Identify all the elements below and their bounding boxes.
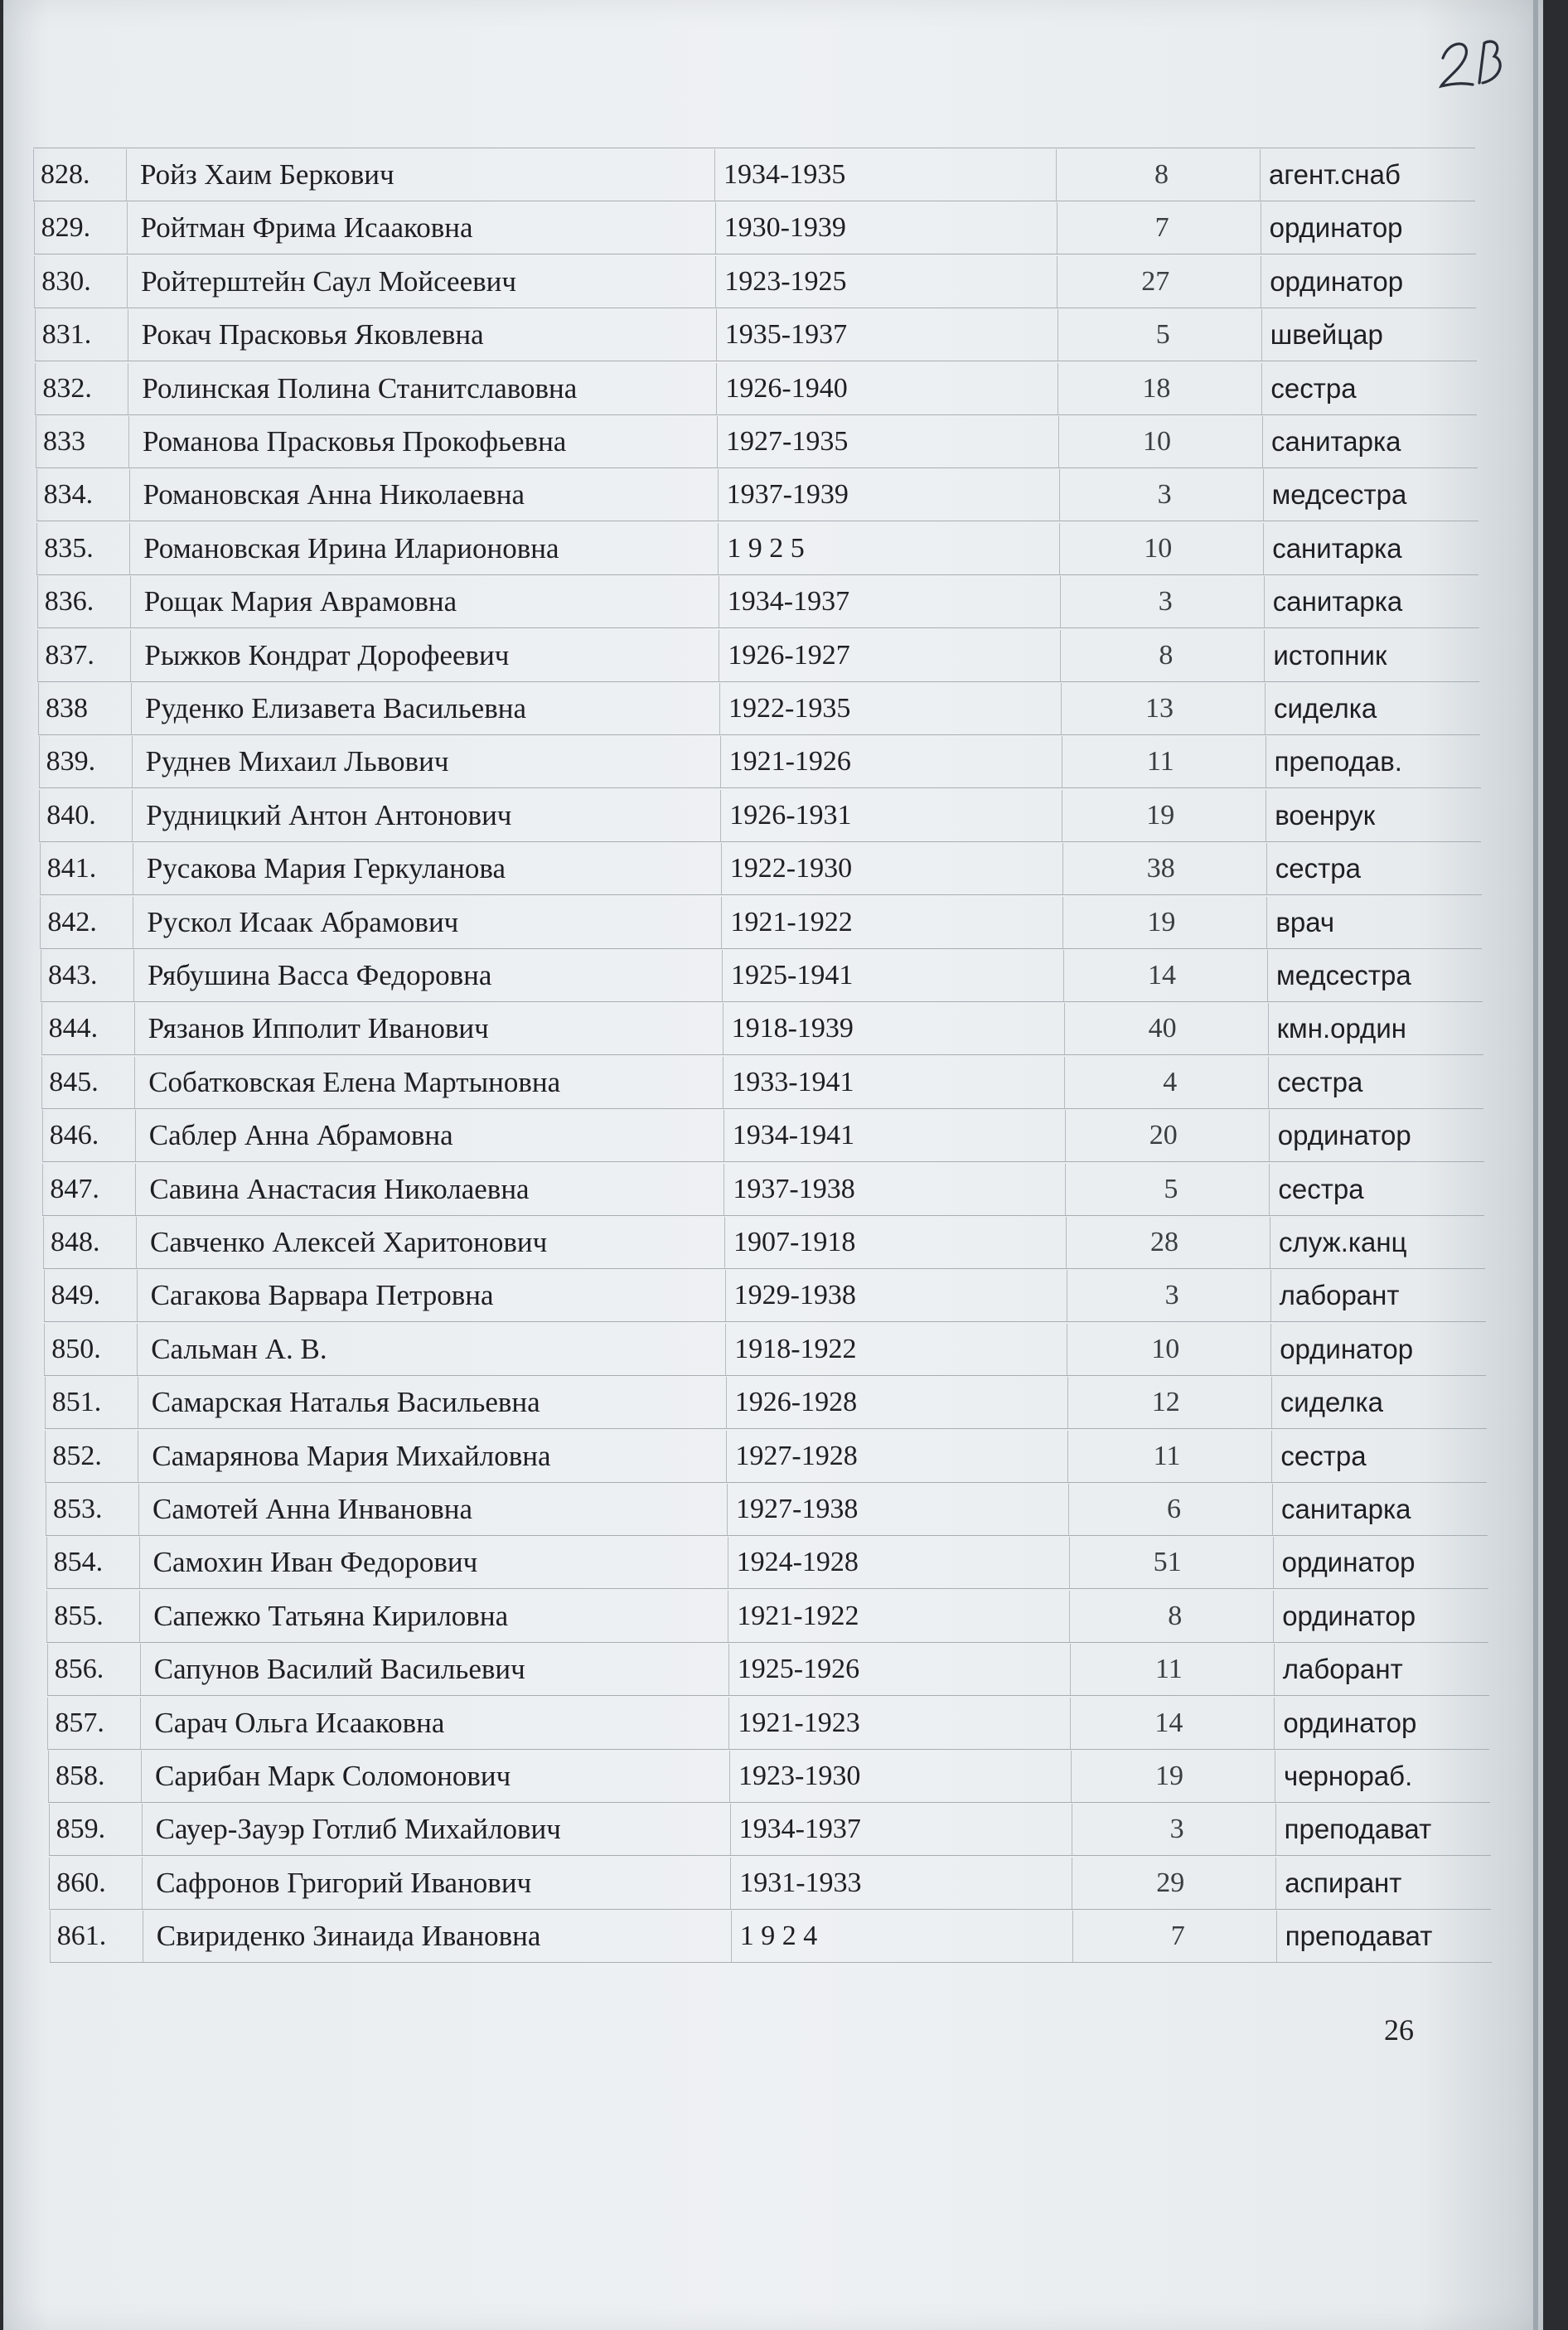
- position: преподав.: [1266, 736, 1481, 787]
- person-name: Сарибан Марк Соломонович: [141, 1751, 729, 1802]
- experience-years: 3: [1072, 1804, 1275, 1855]
- row-number: 848.: [43, 1217, 136, 1268]
- table-row: [36, 416, 1478, 468]
- table-row: [45, 1431, 1487, 1483]
- table-row: [49, 1858, 1491, 1910]
- row-number: 854.: [46, 1537, 139, 1588]
- years-of-service: 1922-1935: [719, 683, 1061, 734]
- years-of-service: 1925-1941: [722, 950, 1063, 1001]
- position: преподават: [1275, 1804, 1491, 1855]
- years-of-service: 1922-1930: [721, 843, 1062, 894]
- experience-years: 11: [1070, 1644, 1274, 1695]
- row-number: 856.: [47, 1644, 140, 1695]
- person-name: Савина Анастасия Николаевна: [135, 1164, 724, 1215]
- table-row: [44, 1270, 1486, 1322]
- row-number: 830.: [34, 256, 127, 308]
- position: сестра: [1266, 843, 1482, 894]
- experience-years: 3: [1060, 576, 1264, 627]
- table-row: [36, 469, 1478, 521]
- person-name: Рускол Исаак Абрамович: [133, 897, 721, 948]
- years-of-service: 1934-1935: [714, 149, 1056, 201]
- years-of-service: 1921-1926: [720, 736, 1062, 787]
- person-name: Саблер Анна Абрамовна: [135, 1110, 724, 1161]
- person-name: Самарская Наталья Васильевна: [138, 1377, 726, 1428]
- row-number: 855.: [46, 1591, 139, 1642]
- person-name: Сапежко Татьяна Кириловна: [139, 1591, 728, 1642]
- person-name: Сапунов Василий Васильевич: [140, 1644, 728, 1695]
- experience-years: 3: [1067, 1270, 1270, 1321]
- person-name: Сарач Ольга Исааковна: [140, 1698, 728, 1749]
- experience-years: 6: [1068, 1484, 1272, 1535]
- position: ординатор: [1270, 1324, 1486, 1375]
- position: сестра: [1271, 1431, 1487, 1482]
- table-row: [44, 1324, 1486, 1376]
- position: санитарка: [1264, 576, 1479, 627]
- table-row: [48, 1751, 1490, 1803]
- person-name: Сальман А. В.: [137, 1324, 725, 1375]
- table-row: [42, 1164, 1484, 1216]
- table-row: [41, 950, 1483, 1002]
- years-of-service: 1926-1927: [719, 630, 1060, 681]
- years-of-service: 1935-1937: [716, 309, 1057, 361]
- row-number: 840.: [39, 790, 132, 841]
- row-number: 837.: [37, 630, 130, 681]
- years-of-service: 1927-1938: [727, 1484, 1068, 1535]
- person-name: Рощак Мария Аврамовна: [130, 576, 719, 627]
- years-of-service: 1907-1918: [724, 1217, 1066, 1268]
- years-of-service: 1937-1938: [724, 1164, 1065, 1215]
- person-name: Романова Прасковья Прокофьевна: [128, 416, 717, 467]
- table-row: [46, 1484, 1488, 1536]
- document-page: [3, 0, 1543, 2330]
- table-row: [41, 1057, 1483, 1109]
- years-of-service: 1 9 2 5: [718, 523, 1059, 574]
- table-row: [38, 683, 1480, 735]
- table-row: [37, 630, 1479, 682]
- person-name: Рыжков Кондрат Дорофеевич: [130, 630, 719, 681]
- years-of-service: 1925-1926: [728, 1644, 1070, 1695]
- experience-years: 5: [1065, 1164, 1269, 1215]
- years-of-service: 1926-1940: [716, 363, 1057, 414]
- person-name: Рябушина Васса Федоровна: [133, 950, 722, 1001]
- person-name: Сагакова Варвара Петровна: [137, 1270, 725, 1321]
- person-name: Рязанов Ипполит Иванович: [134, 1003, 723, 1054]
- table-row: [35, 363, 1477, 415]
- row-number: 850.: [44, 1324, 137, 1375]
- experience-years: 29: [1072, 1858, 1275, 1909]
- row-number: 843.: [41, 950, 133, 1001]
- table-row: [39, 790, 1481, 842]
- row-number: 832.: [35, 363, 128, 414]
- row-number: 841.: [40, 843, 133, 894]
- position: служ.канц: [1270, 1217, 1485, 1268]
- experience-years: 40: [1064, 1003, 1268, 1054]
- experience-years: 18: [1057, 363, 1261, 414]
- person-name: Самарянова Мария Михайловна: [138, 1431, 726, 1482]
- position: ординатор: [1273, 1591, 1488, 1642]
- table-row: [33, 149, 1475, 201]
- row-number: 849.: [44, 1270, 137, 1321]
- row-number: 829.: [34, 202, 127, 254]
- table-row: [40, 897, 1482, 949]
- years-of-service: 1921-1922: [721, 897, 1062, 948]
- person-name: Руднев Михаил Львович: [132, 736, 720, 787]
- row-number: 857.: [47, 1698, 140, 1749]
- person-name: Ролинская Полина Станитславовна: [128, 363, 716, 414]
- position: медсестра: [1267, 950, 1483, 1001]
- years-of-service: 1926-1928: [726, 1377, 1067, 1428]
- position: санитарка: [1272, 1484, 1488, 1535]
- experience-years: 5: [1057, 309, 1261, 361]
- row-number: 835.: [36, 523, 129, 574]
- experience-years: 7: [1072, 1911, 1276, 1962]
- position: ординатор: [1261, 256, 1476, 308]
- years-of-service: 1921-1923: [728, 1698, 1070, 1749]
- row-number: 858.: [48, 1751, 141, 1802]
- person-name: Самотей Анна Инвановна: [138, 1484, 727, 1535]
- experience-years: 12: [1067, 1377, 1271, 1428]
- experience-years: 27: [1057, 256, 1261, 308]
- row-number: 828.: [33, 149, 126, 201]
- position: сестра: [1268, 1057, 1483, 1108]
- row-number: 838: [38, 683, 131, 734]
- position: агент.снаб: [1260, 149, 1475, 201]
- years-of-service: 1934-1941: [724, 1110, 1065, 1161]
- position: швейцар: [1261, 309, 1477, 361]
- row-number: 853.: [46, 1484, 138, 1535]
- row-number: 851.: [45, 1377, 138, 1428]
- person-name: Сафронов Григорий Иванович: [142, 1858, 730, 1909]
- years-of-service: 1923-1925: [715, 256, 1057, 308]
- position: сестра: [1269, 1164, 1484, 1215]
- years-of-service: 1918-1939: [723, 1003, 1064, 1054]
- experience-years: 7: [1057, 202, 1261, 254]
- experience-years: 8: [1060, 630, 1264, 681]
- person-name: Самохин Иван Федорович: [139, 1537, 728, 1588]
- position: врач: [1266, 897, 1482, 948]
- table-row: [36, 523, 1478, 575]
- person-name: Сауер-Зауэр Готлиб Михайлович: [142, 1804, 730, 1855]
- position: аспирант: [1275, 1858, 1491, 1909]
- table-row: [35, 309, 1477, 361]
- experience-years: 14: [1070, 1698, 1274, 1749]
- experience-years: 11: [1062, 736, 1266, 787]
- table-row: [37, 576, 1479, 628]
- years-of-service: 1929-1938: [725, 1270, 1067, 1321]
- position: военрук: [1266, 790, 1481, 841]
- experience-years: 8: [1056, 149, 1260, 201]
- years-of-service: 1930-1939: [715, 202, 1057, 254]
- position: медсестра: [1263, 469, 1478, 521]
- experience-years: 10: [1059, 523, 1263, 574]
- experience-years: 19: [1062, 790, 1266, 841]
- table-row: [50, 1911, 1492, 1963]
- person-name: Собатковская Елена Мартыновна: [134, 1057, 723, 1108]
- position: истопник: [1264, 630, 1479, 681]
- table-row: [39, 736, 1481, 788]
- table-row: [47, 1698, 1489, 1750]
- position: лаборант: [1270, 1270, 1486, 1321]
- row-number: 842.: [40, 897, 133, 948]
- row-number: 833: [36, 416, 128, 467]
- table-row: [34, 202, 1476, 254]
- row-number: 860.: [49, 1858, 142, 1909]
- person-name: Савченко Алексей Харитонович: [136, 1217, 724, 1268]
- table-row: [34, 256, 1476, 308]
- position: кмн.ордин: [1268, 1003, 1483, 1054]
- position: санитарка: [1262, 416, 1478, 467]
- row-number: 847.: [42, 1164, 135, 1215]
- row-number: 834.: [36, 469, 129, 521]
- table-row: [45, 1377, 1487, 1429]
- years-of-service: 1927-1928: [726, 1431, 1067, 1482]
- experience-years: 10: [1067, 1324, 1270, 1375]
- row-number: 846.: [42, 1110, 135, 1161]
- experience-years: 19: [1062, 897, 1266, 948]
- position: сестра: [1261, 363, 1477, 414]
- person-name: Рудницкий Антон Антонович: [132, 790, 720, 841]
- handwritten-page-mark: [1433, 25, 1508, 99]
- position: лаборант: [1274, 1644, 1489, 1695]
- sheet-edge: [1533, 0, 1538, 2330]
- years-of-service: 1931-1933: [730, 1858, 1072, 1909]
- row-number: 852.: [45, 1431, 138, 1482]
- table-row: [46, 1591, 1488, 1643]
- position: ординатор: [1261, 202, 1476, 254]
- person-name: Ройтман Фрима Исааковна: [127, 202, 715, 254]
- experience-years: 19: [1071, 1751, 1275, 1802]
- years-of-service: 1926-1931: [720, 790, 1062, 841]
- years-of-service: 1924-1928: [728, 1537, 1069, 1588]
- experience-years: 28: [1066, 1217, 1270, 1268]
- years-of-service: 1934-1937: [719, 576, 1060, 627]
- experience-years: 20: [1065, 1110, 1269, 1161]
- years-of-service: 1937-1939: [718, 469, 1059, 521]
- experience-years: 10: [1058, 416, 1262, 467]
- experience-years: 8: [1069, 1591, 1273, 1642]
- years-of-service: 1923-1930: [729, 1751, 1071, 1802]
- table-row: [41, 1003, 1483, 1055]
- years-of-service: 1918-1922: [725, 1324, 1067, 1375]
- person-name: Русакова Мария Геркуланова: [133, 843, 721, 894]
- position: сиделка: [1265, 683, 1480, 734]
- person-name: Романовская Анна Николаевна: [129, 469, 718, 521]
- experience-years: 3: [1059, 469, 1263, 521]
- years-of-service: 1933-1941: [723, 1057, 1064, 1108]
- table-row: [46, 1537, 1488, 1589]
- table-row: [40, 843, 1482, 895]
- years-of-service: 1 9 2 4: [731, 1911, 1072, 1962]
- row-number: 844.: [41, 1003, 134, 1054]
- person-name: Ройз Хаим Беркович: [126, 149, 714, 201]
- position: ординатор: [1273, 1537, 1488, 1588]
- row-number: 831.: [35, 309, 128, 361]
- experience-years: 38: [1062, 843, 1266, 894]
- position: преподават: [1276, 1911, 1492, 1962]
- page-number: 26: [1384, 2013, 1414, 2047]
- experience-years: 14: [1063, 950, 1267, 1001]
- row-number: 861.: [50, 1911, 143, 1962]
- position: санитарка: [1263, 523, 1478, 574]
- experience-years: 4: [1064, 1057, 1268, 1108]
- row-number: 839.: [39, 736, 132, 787]
- table-row: [49, 1804, 1491, 1856]
- position: сиделка: [1271, 1377, 1487, 1428]
- person-name: Ройтерштейн Саул Мойсеевич: [127, 256, 715, 308]
- table-row: [43, 1217, 1485, 1269]
- years-of-service: 1934-1937: [730, 1804, 1072, 1855]
- experience-years: 13: [1061, 683, 1265, 734]
- row-number: 859.: [49, 1804, 142, 1855]
- table-row: [47, 1644, 1489, 1696]
- experience-years: 11: [1067, 1431, 1271, 1482]
- person-name: Свириденко Зинаида Ивановна: [143, 1911, 731, 1962]
- person-name: Рокач Прасковья Яковлевна: [128, 309, 716, 361]
- position: ординатор: [1269, 1110, 1484, 1161]
- row-number: 845.: [41, 1057, 134, 1108]
- experience-years: 51: [1069, 1537, 1273, 1588]
- years-of-service: 1921-1922: [728, 1591, 1069, 1642]
- years-of-service: 1927-1935: [717, 416, 1058, 467]
- position: ординатор: [1274, 1698, 1489, 1749]
- position: чернораб.: [1275, 1751, 1490, 1802]
- table-row: [42, 1110, 1484, 1162]
- person-name: Романовская Ирина Иларионовна: [129, 523, 718, 574]
- person-name: Руденко Елизавета Васильевна: [131, 683, 719, 734]
- row-number: 836.: [37, 576, 130, 627]
